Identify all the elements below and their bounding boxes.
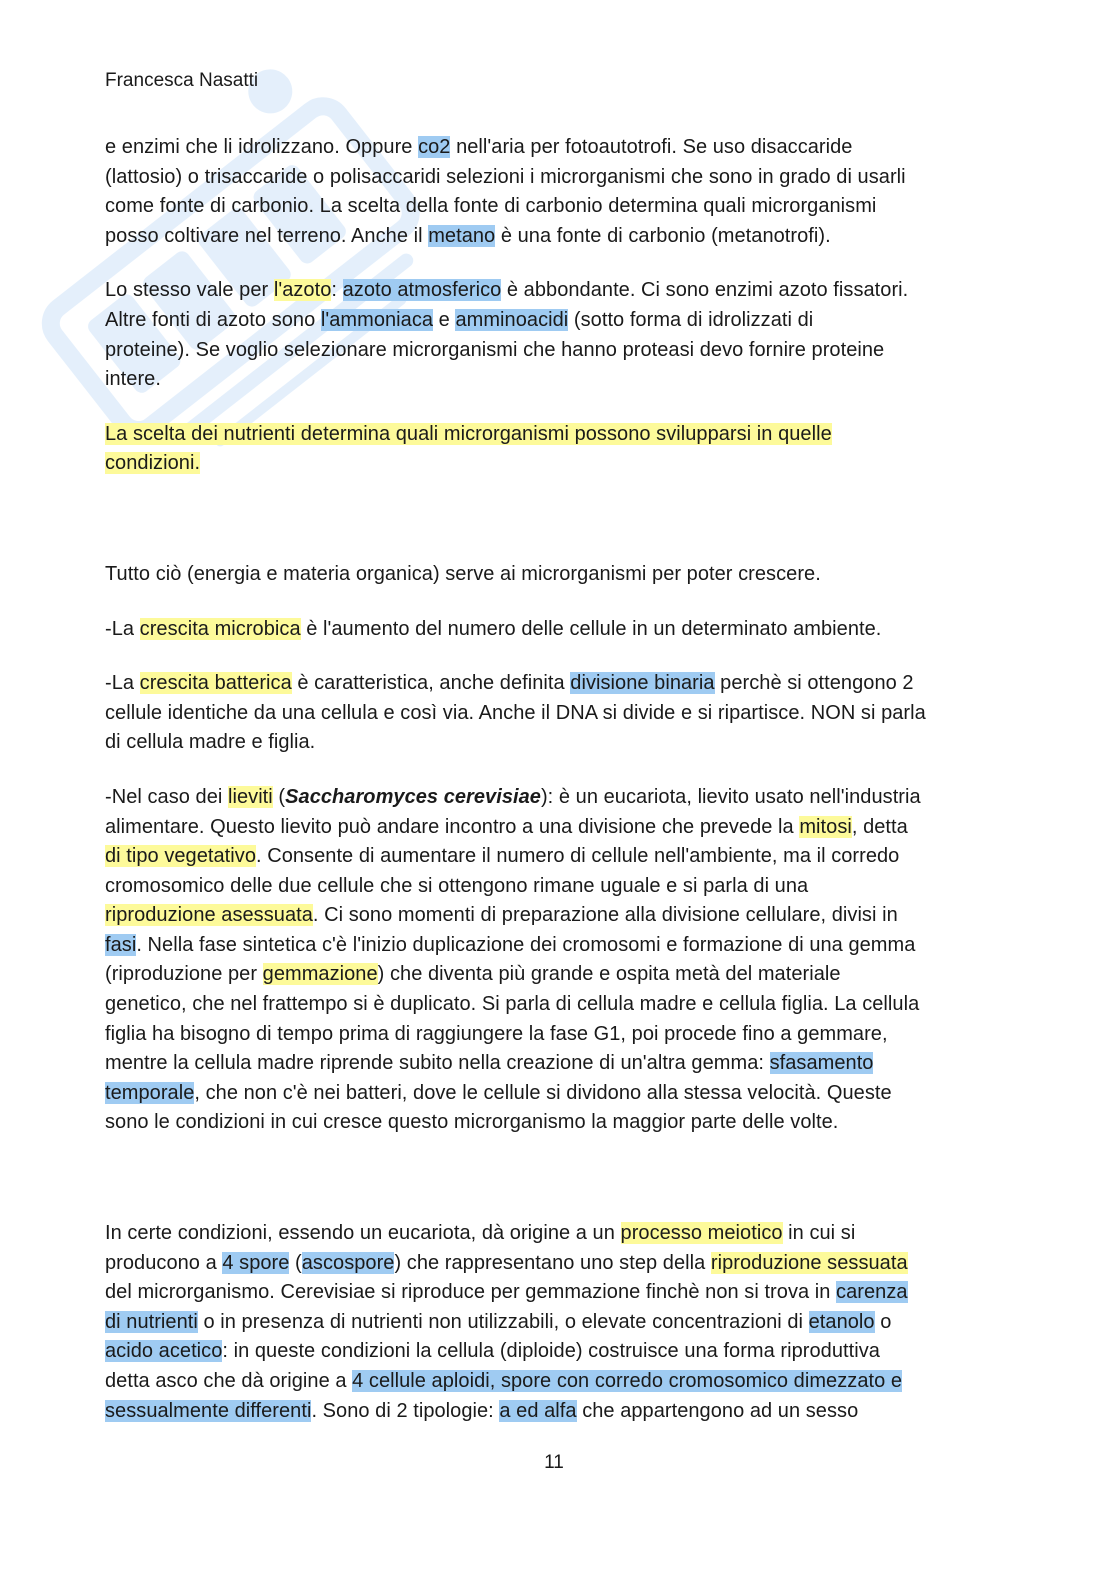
text-segment: nell'aria per fotoautotrofi. Se uso disaccaride [450, 136, 853, 158]
text-line [105, 449, 1010, 479]
highlight-blue: sfasamento [769, 1052, 874, 1075]
highlight-blue: 4 cellule aploidi, spore con corredo cromosomico dimezzato e [352, 1370, 903, 1392]
highlight-blue: carenza [836, 1281, 908, 1304]
text-segment: di cellula madre e figlia. [105, 731, 316, 754]
highlight-blue: co2 [418, 136, 451, 158]
highlight-yellow: crescita batterica [139, 672, 292, 695]
text-segment: : [331, 279, 343, 302]
text-line [105, 615, 1010, 645]
text-segment: : in queste condizioni la cellula (diploide) costruisce una forma riproduttiva [222, 1340, 880, 1363]
text-segment: In certe condizioni, essendo un eucariota, dà origine a un [105, 1222, 621, 1245]
highlight-blue: temporale [105, 1081, 195, 1104]
paragraph-carbon-source [105, 133, 1010, 251]
text-line [105, 560, 1010, 590]
text-line [105, 1020, 1010, 1050]
highlight-yellow: riproduzione sessuata [710, 1251, 908, 1274]
text-segment: del microrganismo. Cerevisiae si riproduce per gemmazione finchè non si trova in [105, 1281, 837, 1304]
text-segment: -La [105, 617, 140, 640]
page-number: 11 [544, 1452, 564, 1473]
text-line [105, 1308, 1010, 1338]
text-segment: che appartengono ad un sesso [576, 1399, 859, 1422]
text-segment: è caratteristica, anche definita [291, 672, 571, 695]
text-segment: , detta [851, 815, 908, 838]
text-segment: cromosomico delle due cellule che si ottengono rimane uguale e si parla di una [105, 874, 809, 897]
highlight-yellow: condizioni. [105, 452, 201, 475]
highlight-yellow: La scelta dei nutrienti determina quali microrganismi possono svilupparsi in quelle [105, 422, 832, 445]
text-segment: e [433, 308, 456, 331]
highlight-blue: azoto atmosferico [342, 279, 502, 302]
text-line [105, 192, 1010, 222]
text-segment: producono a [105, 1251, 223, 1274]
page-header-author: Francesca Nasatti [105, 70, 259, 91]
text-line [105, 783, 1010, 813]
paragraph-growth-intro [105, 560, 1010, 590]
text-line [105, 276, 1010, 306]
text-line [105, 842, 1010, 872]
paragraph-bacterial-growth [105, 669, 1010, 758]
text-segment: ): è un eucariota, lievito usato nell'industria [540, 785, 921, 808]
text-segment: o in presenza di nutrienti non utilizzabili, o elevate concentrazioni di [197, 1310, 809, 1333]
text-segment: . Sono di 2 tipologie: [311, 1399, 500, 1422]
highlight-blue: acido acetico [105, 1340, 223, 1363]
text-segment: (riproduzione per [105, 963, 263, 986]
highlight-yellow: riproduzione asessuata [105, 904, 313, 927]
text-segment: sono le condizioni in cui cresce questo microrganismo la maggior parte delle volte. [105, 1111, 839, 1134]
highlight-yellow: gemmazione [262, 963, 378, 986]
text-segment: ) che diventa più grande e ospita metà del materiale [377, 963, 841, 986]
text-line [105, 1108, 1010, 1138]
highlight-yellow: l'azoto [273, 279, 332, 302]
text-segment: intere. [105, 368, 161, 391]
text-line [105, 336, 1010, 366]
text-segment: proteine). Se voglio selezionare microrganismi che hanno proteasi devo fornire proteine [105, 338, 885, 361]
text-line [105, 669, 1010, 699]
text-line [105, 133, 1010, 163]
text-segment: è abbondante. Ci sono enzimi azoto fissatori. [501, 279, 909, 302]
highlight-blue: ascospore [301, 1251, 395, 1274]
text-segment: Altre fonti di azoto sono [105, 308, 321, 331]
text-line [105, 960, 1010, 990]
text-line [105, 1278, 1010, 1308]
document-body [105, 133, 1010, 1426]
text-line [105, 1249, 1010, 1279]
highlight-blue: sessualmente differenti [105, 1399, 312, 1422]
species-name: Saccharomyces cerevisiae [285, 785, 541, 808]
text-segment: (sotto forma di idrolizzati di [568, 308, 814, 331]
text-segment: posso coltivare nel terreno. Anche il [105, 224, 429, 247]
text-segment: Lo stesso vale per [105, 279, 274, 302]
paragraph-nitrogen-source [105, 276, 1010, 394]
highlight-blue: metano [428, 224, 496, 247]
text-line [105, 1219, 1010, 1249]
highlight-blue: di nutrienti [105, 1310, 198, 1333]
text-segment: perchè si ottengono 2 [714, 672, 914, 695]
text-segment: genetico, che nel frattempo si è duplicato. Si parla di cellula madre e cellula figlia. La cellula [105, 993, 920, 1016]
text-segment: come fonte di carbonio. La scelta della fonte di carbonio determina quali microrganismi [105, 195, 877, 218]
highlight-yellow: lieviti [227, 785, 273, 808]
highlight-yellow: processo meiotico [620, 1222, 783, 1245]
highlight-yellow: crescita microbica [139, 617, 301, 640]
paragraph-nutrient-choice [105, 420, 1010, 479]
text-segment: è una fonte di carbonio (metanotrofi). [495, 224, 831, 247]
text-segment: figlia ha bisogno di tempo prima di raggiungere la fase G1, poi procede fino a gemmare, [105, 1022, 888, 1045]
text-line [105, 1367, 1010, 1397]
text-line [105, 163, 1010, 193]
text-line [105, 1079, 1010, 1109]
text-segment: detta asco che dà origine a [105, 1370, 353, 1392]
text-line [105, 420, 1010, 450]
text-segment: . Consente di aumentare il numero di cellule nell'ambiente, ma il corredo [256, 845, 900, 868]
text-line [105, 365, 1010, 395]
text-segment: è l'aumento del numero delle cellule in un determinato ambiente. [300, 617, 882, 640]
paragraph-yeast-growth [105, 783, 1010, 1138]
highlight-yellow: mitosi [799, 815, 852, 838]
highlight-yellow: di tipo vegetativo [105, 845, 256, 868]
text-line [105, 222, 1010, 252]
text-line [105, 901, 1010, 931]
paragraph-meiosis [105, 1219, 1010, 1426]
text-line [105, 699, 1010, 729]
text-segment: . Nella fase sintetica c'è l'inizio duplicazione dei cromosomi e formazione di una gemma [136, 933, 916, 956]
highlight-blue: l'ammoniaca [320, 308, 434, 331]
text-segment: o [874, 1310, 892, 1333]
text-segment: ) che rappresentano uno step della [394, 1251, 711, 1274]
text-segment: . Ci sono momenti di preparazione alla divisione cellulare, divisi in [312, 904, 898, 927]
text-segment: ( [289, 1251, 302, 1274]
text-line [105, 931, 1010, 961]
text-segment: mentre la cellula madre riprende subito nella creazione di un'altra gemma: [105, 1052, 770, 1075]
text-segment: ( [272, 785, 286, 808]
highlight-blue: 4 spore [222, 1251, 290, 1274]
text-segment: alimentare. Questo lievito può andare incontro a una divisione che prevede la [105, 815, 800, 838]
text-segment: Tutto ciò (energia e materia organica) serve ai microrganismi per poter crescere. [105, 562, 821, 585]
text-line [105, 1049, 1010, 1079]
text-segment: -Nel caso dei [105, 785, 228, 808]
highlight-blue: etanolo [808, 1310, 875, 1333]
text-line [105, 813, 1010, 843]
highlight-blue: amminoacidi [455, 308, 569, 331]
paragraph-microbial-growth [105, 615, 1010, 645]
text-line [105, 872, 1010, 902]
highlight-blue: divisione binaria [570, 672, 715, 695]
text-line [105, 1397, 1010, 1427]
text-line [105, 990, 1010, 1020]
text-segment: e enzimi che li idrolizzano. Oppure [105, 136, 419, 158]
highlight-blue: a ed alfa [499, 1399, 577, 1422]
text-line [105, 1337, 1010, 1367]
text-segment: (lattosio) o trisaccaride o polisaccaridi selezioni i microrganismi che sono in grado di usarli [105, 165, 906, 188]
text-segment: cellule identiche da una cellula e così via. Anche il DNA si divide e si ripartisce. NON si parla [105, 701, 926, 724]
text-line [105, 306, 1010, 336]
text-line [105, 728, 1010, 758]
text-segment: in cui si [782, 1222, 856, 1245]
highlight-blue: fasi [105, 933, 137, 956]
text-segment: -La [105, 672, 140, 695]
text-segment: , che non c'è nei batteri, dove le cellule si dividono alla stessa velocità. Queste [194, 1081, 892, 1104]
